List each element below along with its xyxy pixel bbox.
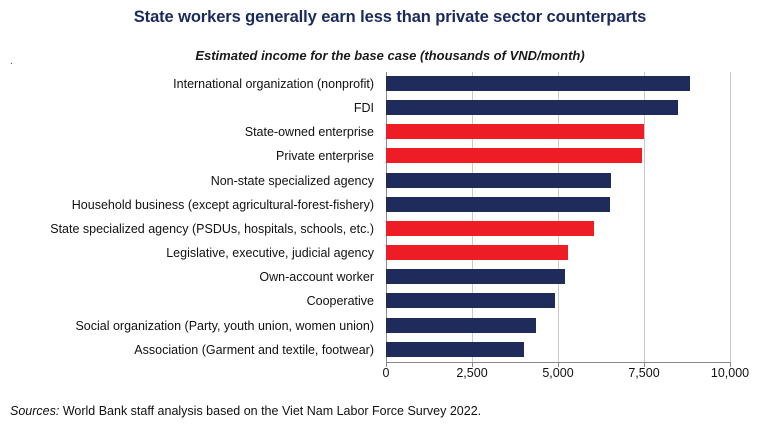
gridline xyxy=(730,72,731,362)
bar xyxy=(386,342,524,357)
bar-row xyxy=(386,265,730,289)
corner-dot-mark: . xyxy=(10,56,13,67)
bar xyxy=(386,124,644,139)
x-axis-line xyxy=(386,362,731,363)
category-label: FDI xyxy=(353,101,374,116)
x-tick-label: 0 xyxy=(382,366,390,380)
category-label: Own-account worker xyxy=(259,270,374,285)
bar xyxy=(386,173,611,188)
bar xyxy=(386,197,610,212)
category-label: Non-state specialized agency xyxy=(210,173,374,188)
bar-row xyxy=(386,120,730,144)
bar xyxy=(386,148,642,163)
bar-row xyxy=(386,169,730,193)
category-label: State specialized agency (PSDUs, hospitals, schools, etc.) xyxy=(50,221,374,236)
category-label: Household business (except agricultural-forest-fishery) xyxy=(71,197,374,212)
x-tick-label: 10,000 xyxy=(710,366,750,380)
source-note xyxy=(10,404,481,418)
chart-subtitle: Estimated income for the base case (thousands of VND/month) xyxy=(195,48,585,63)
x-tick-label: 2,500 xyxy=(456,366,488,380)
bar-row xyxy=(386,72,730,96)
source-text: World Bank staff analysis based on the Viet Nam Labor Force Survey 2022. xyxy=(62,404,482,418)
bar xyxy=(386,76,690,91)
bar xyxy=(386,245,568,260)
bar xyxy=(386,318,536,333)
category-label: Cooperative xyxy=(306,294,374,309)
bar xyxy=(386,100,678,115)
x-tick-label: 5,000 xyxy=(542,366,574,380)
bar xyxy=(386,221,594,236)
bar-row xyxy=(386,193,730,217)
source-label: Sources: xyxy=(10,404,60,418)
category-label: State-owned enterprise xyxy=(244,125,374,140)
category-label: Private enterprise xyxy=(276,149,374,164)
category-label: International organization (nonprofit) xyxy=(173,77,374,91)
bar-row xyxy=(386,289,730,313)
bar-row xyxy=(386,241,730,265)
x-tick-label: 7,500 xyxy=(628,366,660,380)
chart-title: State workers generally earn less than private sector counterparts xyxy=(133,8,647,26)
bar-row xyxy=(386,217,730,241)
bar xyxy=(386,293,555,308)
x-axis-tick-labels xyxy=(0,366,780,386)
bar-row xyxy=(386,314,730,338)
category-label: Association (Garment and textile, footwear) xyxy=(134,342,374,357)
bar xyxy=(386,269,565,284)
bar-row xyxy=(386,144,730,168)
category-label: Legislative, executive, judicial agency xyxy=(166,246,374,261)
category-axis-labels xyxy=(0,72,380,362)
bar-row xyxy=(386,96,730,120)
bar-row xyxy=(386,338,730,362)
category-label: Social organization (Party, youth union, women union) xyxy=(75,318,374,333)
bar-series xyxy=(386,72,730,362)
